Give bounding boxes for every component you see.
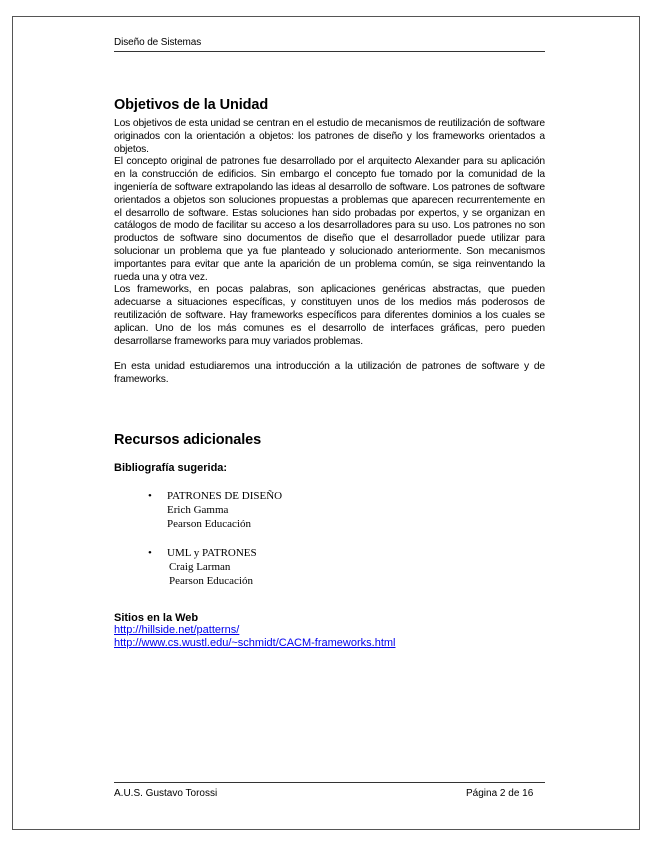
header-rule [114, 51, 545, 52]
link-cacm-frameworks[interactable]: http://www.cs.wustl.edu/~schmidt/CACM-frameworks.html [114, 636, 396, 649]
recursos-title: Recursos adicionales [114, 431, 262, 448]
book-author: Erich Gamma [167, 503, 229, 516]
book-publisher: Pearson Educación [167, 517, 251, 530]
book-title: UML y PATRONES [167, 546, 257, 559]
objetivos-paragraph-4: En esta unidad estudiaremos una introducción a la utilización de patrones de software y de frameworks. [114, 361, 545, 385]
objetivos-paragraph-1: Los objetivos de esta unidad se centran en el estudio de mecanismos de reutilización de software originados con la orientación a objetos: los patrones de diseño y los frameworks orientados a objetos. [114, 118, 545, 155]
footer-author: A.U.S. Gustavo Torossi [114, 788, 218, 799]
book-author: Craig Larman [169, 560, 231, 573]
bullet-icon: • [148, 546, 152, 559]
bullet-icon: • [148, 489, 152, 502]
objetivos-paragraph-3: Los frameworks, en pocas palabras, son aplicaciones genéricas abstractas, que pueden adecuarse a situaciones específicas, y constituyen unos de los medios más poderosos de reutilización de software. Hay frameworks específicos para diferentes dominios a los cuales se aplican. Uno de los más comunes es el desarrollo de interfaces gráficas, pero pueden desarrollarse frameworks para muy variados problemas. [114, 284, 545, 347]
book-title: PATRONES DE DISEÑO [167, 489, 283, 502]
book-item [148, 489, 545, 531]
footer-page-number: Página 2 de 16 [466, 788, 534, 799]
book-publisher: Pearson Educación [169, 574, 253, 587]
objetivos-paragraph-2: El concepto original de patrones fue desarrollado por el arquitecto Alexander para su aplicación en la construcción de edificios. Sin embargo el concepto fue tomado por la comunidad de la ingeniería de software extrapolando las ideas al desarrollo de software. Los patrones de software orientados a objetos son soluciones propuestas a problemas que aparecen recurrentemente en el desarrollo de software. Estas soluciones han sido probadas por expertos, y se organizan en catálogos de modo de facilitar su acceso a los desarrolladores para su uso. Los patrones no son productos de software sino documentos de diseño que el desarrollador puede utilizar para solucionar un problema que ya fue planteado y solucionado anteriormente. Son mecanismos importantes para evitar que ante la aparición de un problema común, se siga reinventando la rueda una y otra vez. [114, 156, 545, 283]
sitios-title: Sitios en la Web [114, 611, 199, 624]
running-header: Diseño de Sistemas [114, 37, 202, 48]
page-content [114, 97, 545, 650]
link-hillside[interactable]: http://hillside.net/patterns/ [114, 623, 240, 636]
book-list [148, 489, 545, 588]
book-item [148, 546, 545, 588]
footer-rule [114, 782, 545, 783]
objetivos-title: Objetivos de la Unidad [114, 97, 269, 113]
bibliografia-title: Bibliografía sugerida: [114, 461, 228, 474]
